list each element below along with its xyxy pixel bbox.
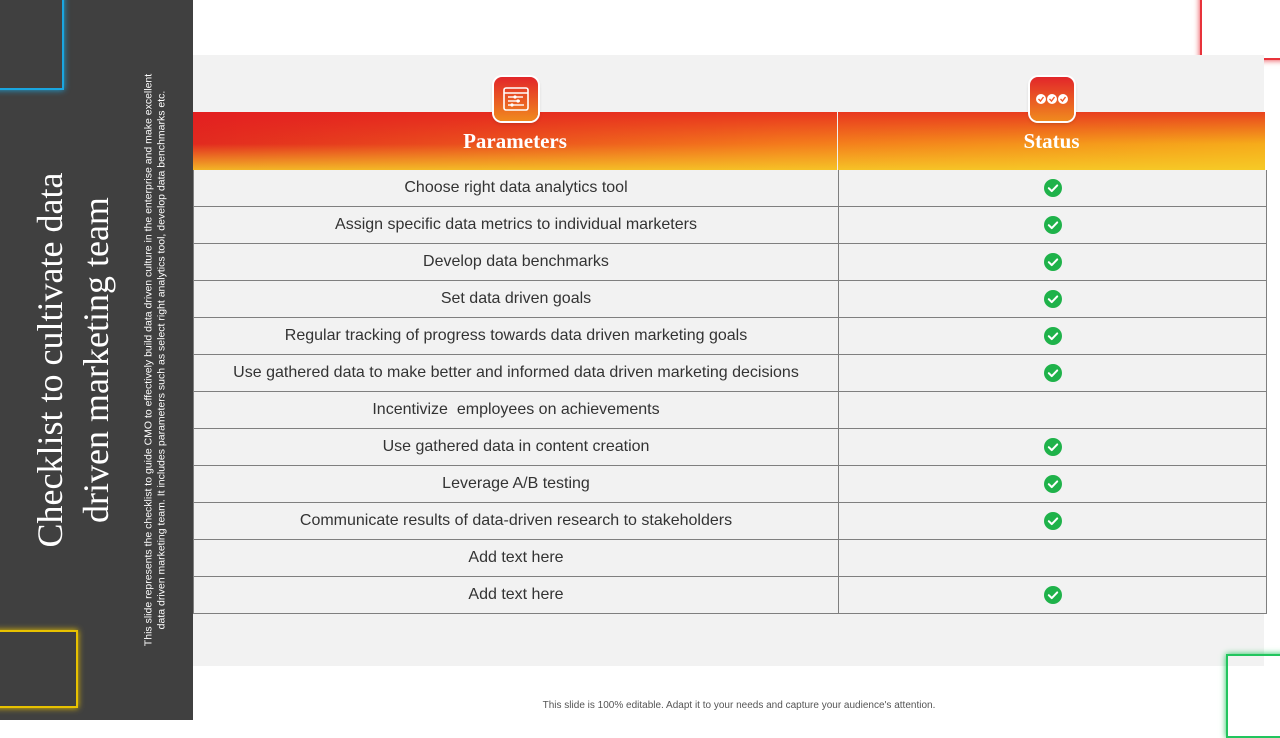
status-cell <box>839 244 1266 280</box>
parameter-cell: Choose right data analytics tool <box>194 170 839 206</box>
table-row <box>194 503 1266 540</box>
status-cell <box>839 170 1266 206</box>
check-circle-icon <box>1044 253 1062 271</box>
status-cell <box>839 281 1266 317</box>
table-row <box>194 466 1266 503</box>
table-header <box>193 112 1265 170</box>
parameter-cell: Set data driven goals <box>194 281 839 317</box>
check-circle-icon <box>1044 475 1062 493</box>
status-cell <box>839 355 1266 391</box>
parameter-cell: Use gathered data to make better and informed data driven marketing decisions <box>194 355 839 391</box>
check-circle-icon <box>1044 364 1062 382</box>
status-cell <box>839 318 1266 354</box>
table-row <box>194 244 1266 281</box>
sidebar-panel <box>0 0 193 720</box>
check-circle-icon <box>1044 290 1062 308</box>
status-cell <box>839 466 1266 502</box>
table-row <box>194 577 1266 614</box>
check-circle-icon <box>1044 327 1062 345</box>
parameter-cell: Add text here <box>194 540 839 576</box>
parameter-cell: Add text here <box>194 577 839 613</box>
slide-title: Checklist to cultivate data driven marketing team <box>30 172 116 548</box>
options-icon <box>1030 77 1074 121</box>
table-row <box>194 207 1266 244</box>
decorative-frame-yellow <box>0 630 78 708</box>
slide-description: This slide represents the checklist to guide CMO to effectively build data driven culture in the enterprise and make excellent data driven marketing team. It includes parameters such as select right analytics tool, develop data benchmarks etc. <box>142 73 167 647</box>
status-cell <box>839 540 1266 576</box>
table-row <box>194 429 1266 466</box>
dashboard-icon <box>494 77 538 121</box>
check-circle-icon <box>1044 438 1062 456</box>
parameter-cell: Use gathered data in content creation <box>194 429 839 465</box>
table-row <box>194 355 1266 392</box>
status-cell <box>839 503 1266 539</box>
decorative-frame-green <box>1226 654 1280 738</box>
check-circle-icon <box>1044 216 1062 234</box>
status-cell <box>839 577 1266 613</box>
table-row <box>194 281 1266 318</box>
table-row <box>194 540 1266 577</box>
header-parameters: Parameters <box>193 112 838 170</box>
status-cell <box>839 392 1266 428</box>
parameter-cell: Communicate results of data-driven research to stakeholders <box>194 503 839 539</box>
header-status: Status <box>838 112 1265 170</box>
parameter-cell: Develop data benchmarks <box>194 244 839 280</box>
table-row <box>194 318 1266 355</box>
checklist-table-body <box>193 170 1267 614</box>
status-cell <box>839 429 1266 465</box>
decorative-frame-red <box>1200 0 1280 60</box>
parameter-cell: Leverage A/B testing <box>194 466 839 502</box>
table-row <box>194 392 1266 429</box>
check-circle-icon <box>1044 512 1062 530</box>
parameter-cell: Regular tracking of progress towards data driven marketing goals <box>194 318 839 354</box>
check-circle-icon <box>1044 179 1062 197</box>
table-row <box>194 170 1266 207</box>
check-circle-icon <box>1044 586 1062 604</box>
parameter-cell: Assign specific data metrics to individual marketers <box>194 207 839 243</box>
decorative-frame-blue <box>0 0 64 90</box>
footer-note: This slide is 100% editable. Adapt it to your needs and capture your audience's attention. <box>542 700 936 711</box>
status-cell <box>839 207 1266 243</box>
parameter-cell: Incentivize employees on achievements <box>194 392 839 428</box>
